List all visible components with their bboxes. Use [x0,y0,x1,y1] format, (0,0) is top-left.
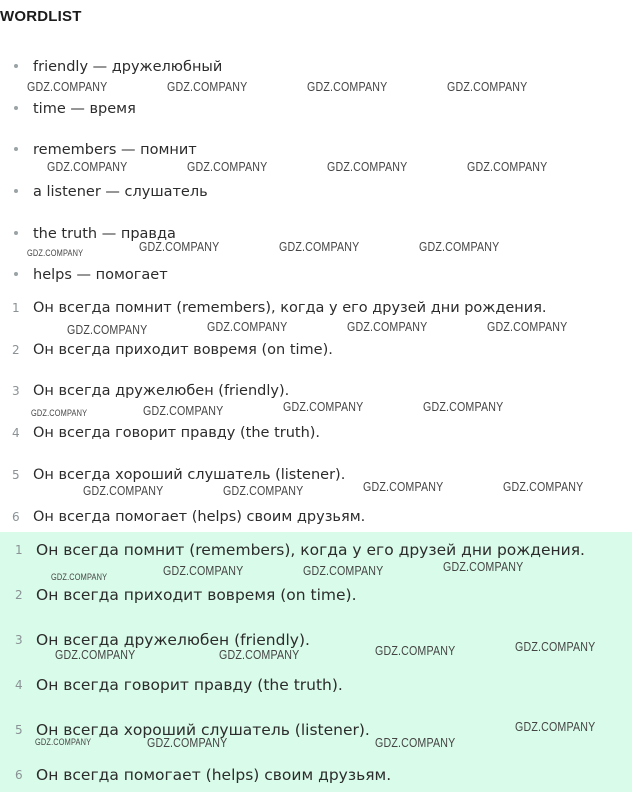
watermark: GDZ.COMPANY [503,479,584,494]
answer-text: Он всегда помогает (helps) своим друзьям. [36,766,392,784]
watermark: GDZ.COMPANY [419,239,500,254]
answer-text: Он всегда приходит вовремя (on time). [36,586,357,604]
watermark: GDZ.COMPANY [83,483,164,498]
watermark: GDZ.COMPANY [27,248,84,258]
sentence-text: Он всегда помнит (remembers), когда у его друзей дни рождения. [33,300,547,316]
watermark: GDZ.COMPANY [67,322,148,337]
watermark: GDZ.COMPANY [35,737,92,747]
watermark: GDZ.COMPANY [279,239,360,254]
watermark: GDZ.COMPANY [139,239,220,254]
sentence-text: Он всегда помогает (helps) своим друзьям. [33,509,366,525]
sentence-number: 4 [12,426,20,440]
watermark: GDZ.COMPANY [363,479,444,494]
wordlist-title: WORDLIST [0,8,82,25]
answer-text: Он всегда помнит (remembers), когда у его друзей дни рождения. [36,541,585,559]
watermark: GDZ.COMPANY [347,319,428,334]
answer-number: 6 [15,768,23,782]
sentence-text: Он всегда хороший слушатель (listener). [33,467,346,483]
sentence-number: 5 [12,468,20,482]
watermark: GDZ.COMPANY [55,647,136,662]
answer-number: 5 [15,723,23,737]
watermark: GDZ.COMPANY [307,79,388,94]
watermark: GDZ.COMPANY [375,643,456,658]
watermark: GDZ.COMPANY [27,79,108,94]
watermark: GDZ.COMPANY [515,719,596,734]
watermark: GDZ.COMPANY [207,319,288,334]
answer-number: 1 [15,543,23,557]
bullet-icon [14,64,18,68]
sentence-text: Он всегда дружелюбен (friendly). [33,383,290,399]
watermark: GDZ.COMPANY [327,159,408,174]
bullet-icon [14,189,18,193]
watermark: GDZ.COMPANY [487,319,568,334]
answer-panel [0,532,632,792]
watermark: GDZ.COMPANY [283,399,364,414]
watermark: GDZ.COMPANY [219,647,300,662]
watermark: GDZ.COMPANY [447,79,528,94]
answer-number: 4 [15,678,23,692]
watermark: GDZ.COMPANY [187,159,268,174]
watermark: GDZ.COMPANY [423,399,504,414]
sentence-number: 2 [12,343,20,357]
sentence-number: 1 [12,301,20,315]
answer-text: Он всегда говорит правду (the truth). [36,676,343,694]
watermark: GDZ.COMPANY [443,559,524,574]
sentence-text: Он всегда приходит вовремя (on time). [33,342,333,358]
watermark: GDZ.COMPANY [167,79,248,94]
answer-text: Он всегда хороший слушатель (listener). [36,721,370,739]
answer-number: 3 [15,633,23,647]
watermark: GDZ.COMPANY [375,735,456,750]
sentence-number: 3 [12,384,20,398]
answer-number: 2 [15,588,23,602]
sentence-number: 6 [12,510,20,524]
answer-text: Он всегда дружелюбен (friendly). [36,631,310,649]
watermark: GDZ.COMPANY [163,563,244,578]
watermark: GDZ.COMPANY [147,735,228,750]
sentence-text: Он всегда говорит правду (the truth). [33,425,321,441]
watermark: GDZ.COMPANY [31,408,88,418]
bullet-icon [14,272,18,276]
watermark: GDZ.COMPANY [467,159,548,174]
watermark: GDZ.COMPANY [47,159,128,174]
watermark: GDZ.COMPANY [51,572,108,582]
watermark: GDZ.COMPANY [515,639,596,654]
bullet-icon [14,147,18,151]
watermark: GDZ.COMPANY [303,563,384,578]
watermark: GDZ.COMPANY [223,483,304,498]
bullet-icon [14,231,18,235]
bullet-icon [14,106,18,110]
watermark: GDZ.COMPANY [143,403,224,418]
